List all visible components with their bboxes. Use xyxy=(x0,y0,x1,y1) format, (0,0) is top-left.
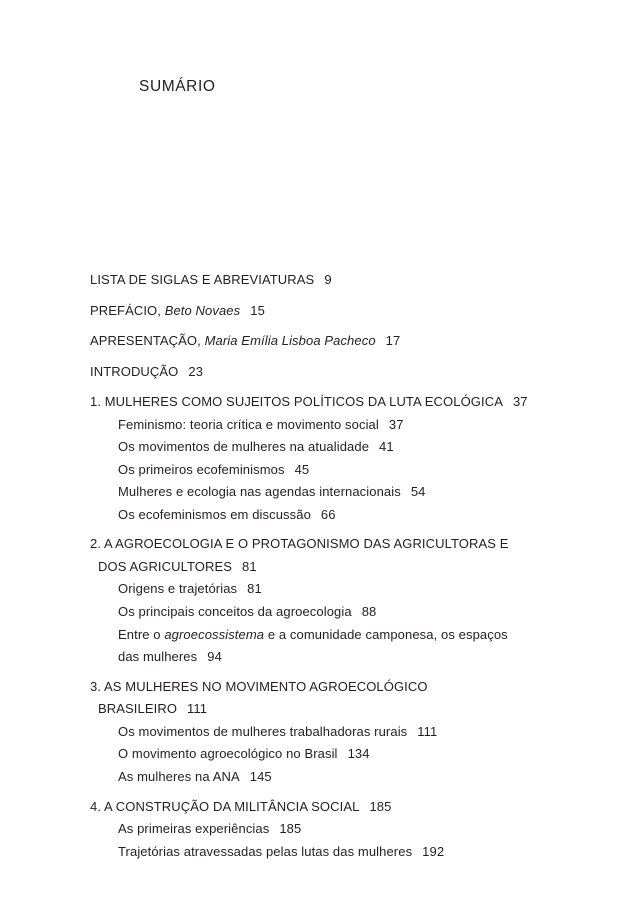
toc-page-number: 17 xyxy=(385,333,401,348)
section-title: Os ecofeminismos em discussão xyxy=(118,506,311,522)
toc-section xyxy=(90,414,550,437)
section-title-pre: Entre o xyxy=(118,626,161,642)
toc-page-number: 134 xyxy=(347,746,370,762)
section-title: Os movimentos de mulheres na atualidade xyxy=(118,439,370,455)
chapter-title: 3. AS MULHERES NO MOVIMENTO AGROECOLÓGICO xyxy=(90,678,428,694)
toc-page-number: 81 xyxy=(247,581,262,597)
chapter-title: 4. A CONSTRUÇÃO DA MILITÂNCIA SOCIAL xyxy=(90,798,360,814)
toc-page-number: 37 xyxy=(388,416,404,432)
chapter-title-continued: BRASILEIRO xyxy=(98,701,178,717)
section-title: Trajetórias atravessadas pelas lutas das mulheres xyxy=(118,843,413,859)
toc-chapter-2 xyxy=(90,533,550,668)
toc-section xyxy=(90,841,550,864)
toc-chapter-1 xyxy=(90,391,550,526)
table-of-contents xyxy=(90,269,550,870)
section-title: Origens e trajetórias xyxy=(118,581,238,597)
toc-entry-siglas xyxy=(90,269,550,292)
section-title: Mulheres e ecologia nas agendas internacionais xyxy=(118,484,401,500)
toc-page-number: 54 xyxy=(410,484,426,500)
section-title: Os movimentos de mulheres trabalhadoras rurais xyxy=(118,723,408,739)
toc-page-number: 9 xyxy=(324,272,332,287)
toc-section xyxy=(90,481,550,504)
toc-section xyxy=(90,436,550,459)
chapter-title-continued: DOS AGRICULTORES xyxy=(98,558,233,574)
toc-page-number: 45 xyxy=(294,461,310,477)
toc-page-number: 41 xyxy=(379,439,394,455)
section-title-post: e a comunidade camponesa, os espaços xyxy=(267,626,508,642)
toc-page-number: 23 xyxy=(188,363,204,379)
toc-author: Beto Novaes xyxy=(164,302,241,318)
toc-section xyxy=(90,601,550,624)
toc-page-number: 185 xyxy=(369,798,392,814)
toc-page-number: 111 xyxy=(187,701,208,717)
toc-section xyxy=(90,743,550,766)
toc-chapter-4 xyxy=(90,796,550,864)
section-title: Os principais conceitos da agroecologia xyxy=(118,604,352,620)
chapter-title: 1. MULHERES COMO SUJEITOS POLÍTICOS DA LUTA ECOLÓGICA xyxy=(90,394,503,409)
toc-page-number: 37 xyxy=(512,394,528,409)
section-title-italic: agroecossistema xyxy=(164,626,265,642)
chapter-heading xyxy=(90,676,550,721)
section-title: As primeiras experiências xyxy=(118,821,270,837)
toc-section xyxy=(90,504,550,527)
toc-label: INTRODUÇÃO xyxy=(90,363,179,379)
toc-label: APRESENTAÇÃO, xyxy=(90,333,201,348)
toc-page-number: 88 xyxy=(361,604,377,620)
toc-section xyxy=(90,624,550,669)
toc-page-number: 94 xyxy=(207,649,222,665)
toc-page-number: 192 xyxy=(422,843,445,859)
toc-label: PREFÁCIO, xyxy=(90,302,161,318)
chapter-heading xyxy=(90,796,550,819)
toc-page-number: 66 xyxy=(320,506,336,522)
toc-section xyxy=(90,459,550,482)
toc-entry-apresentacao xyxy=(90,330,550,353)
toc-section xyxy=(90,818,550,841)
section-title: Os primeiros ecofeminismos xyxy=(118,461,285,477)
section-title: As mulheres na ANA xyxy=(118,769,240,785)
toc-label: LISTA DE SIGLAS E ABREVIATURAS xyxy=(90,272,315,287)
toc-author: Maria Emília Lisboa Pacheco xyxy=(204,333,376,348)
toc-page-number: 185 xyxy=(279,821,302,837)
section-title-continued: das mulheres xyxy=(118,649,198,665)
chapter-title: 2. A AGROECOLOGIA E O PROTAGONISMO DAS AGRICULTORAS E xyxy=(90,536,509,552)
toc-section xyxy=(90,721,550,744)
page-title: SUMÁRIO xyxy=(139,78,216,95)
chapter-heading xyxy=(90,391,550,414)
chapter-heading xyxy=(90,533,550,578)
toc-page-number: 145 xyxy=(249,769,272,785)
toc-page-number: 81 xyxy=(242,558,257,574)
toc-entry-prefacio xyxy=(90,300,550,323)
section-title: O movimento agroecológico no Brasil xyxy=(118,746,338,762)
section-title: Feminismo: teoria crítica e movimento social xyxy=(118,416,379,432)
toc-page-number: 111 xyxy=(417,723,438,739)
toc-section xyxy=(90,766,550,789)
toc-section xyxy=(90,578,550,601)
toc-entry-introducao xyxy=(90,361,550,384)
toc-page-number: 15 xyxy=(250,302,265,318)
toc-chapter-3 xyxy=(90,676,550,789)
